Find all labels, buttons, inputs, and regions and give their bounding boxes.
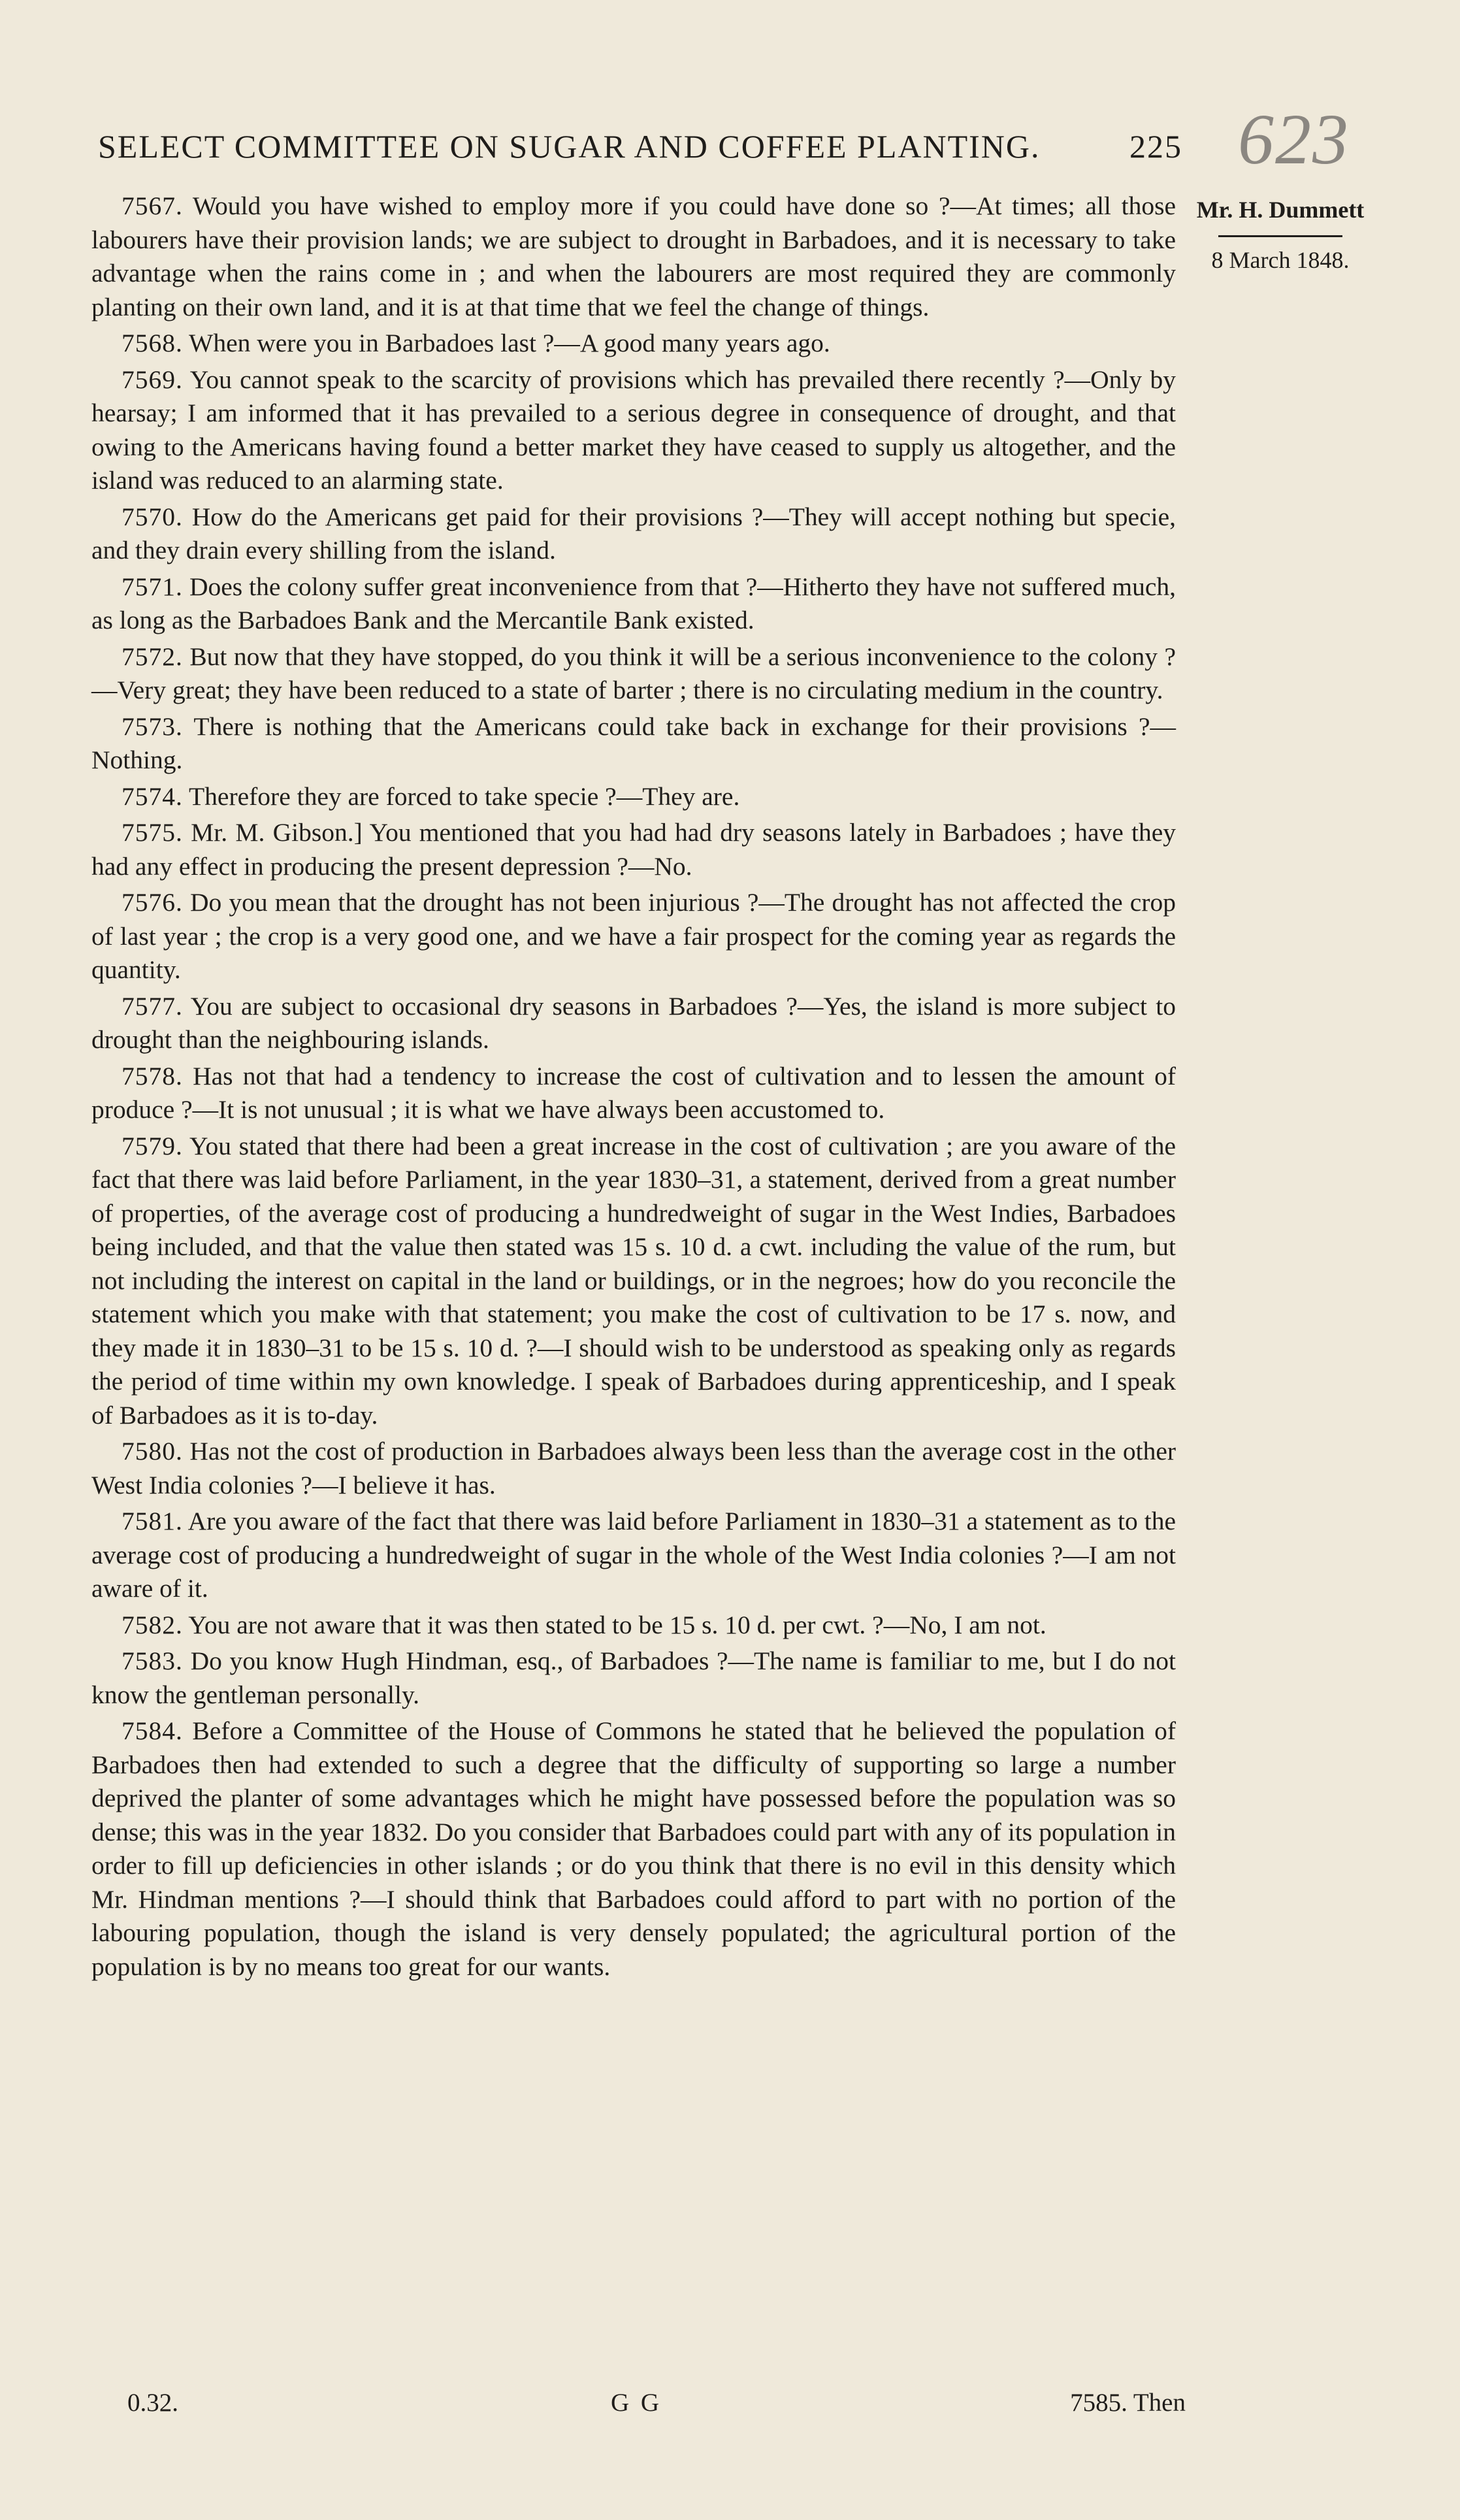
question-paragraph (91, 1505, 1176, 1606)
question-paragraph (91, 710, 1176, 777)
handwritten-folio-number: 623 (1238, 99, 1350, 179)
question-text: You are not aware that it was then stated to be 15 s. 10 d. per cwt. ?—No, I am not. (188, 1610, 1046, 1639)
margin-rule (1218, 235, 1342, 237)
question-paragraph (91, 1435, 1176, 1502)
question-paragraph (91, 990, 1176, 1057)
question-text: Do you know Hugh Hindman, esq., of Barbadoes ?—The name is familiar to me, but I do not know the gentleman personally. (91, 1646, 1176, 1709)
question-number: 7578. (122, 1061, 183, 1090)
question-number: 7575. (122, 818, 183, 847)
question-number: 7583. (122, 1646, 183, 1675)
question-text: Would you have wished to employ more if you could have done so ?—At times; all those labourers have their provision lands; we are subject to drought in Barbadoes, and it is necessary to take advantage when the rains come in ; and when the labourers are most required they are commonly planting on their own land, and it is at that time that we feel the change of things. (91, 191, 1176, 321)
signature-mark: G G (611, 2389, 662, 2417)
question-text: Has not that had a tendency to increase the cost of cultivation and to lessen the amount of produce ?—It is not unusual ; it is what we have always been accustomed to. (91, 1061, 1176, 1124)
question-paragraph (91, 1645, 1176, 1712)
question-text: Before a Committee of the House of Commons he stated that he believed the population of Barbadoes then had extended to such a degree that the difficulty of supporting so large a number deprived the planter of some advantages which he might have possessed before the population was so dense; this was in the year 1832. Do you consider that Barbadoes could part with any of its population in order to fill up deficiencies in other islands ; or do you think that there is no evil in this density which Mr. Hindman mentions ?—I should think that Barbadoes could afford to part with no portion of the labouring population, though the island is very densely populated; the agricultural portion of the population is by no means too great for our wants. (91, 1716, 1176, 1981)
question-number: 7573. (122, 712, 183, 741)
question-text: Does the colony suffer great inconvenience from that ?—Hitherto they have not suffered much, as long as the Barbadoes Bank and the Mercantile Bank existed. (91, 572, 1176, 634)
question-paragraph (91, 500, 1176, 568)
question-number: 7584. (122, 1716, 183, 1745)
question-number: 7568. (122, 329, 183, 357)
question-paragraph (91, 570, 1176, 638)
sessional-number: 0.32. (127, 2389, 178, 2417)
question-number: 7574. (122, 781, 183, 811)
question-paragraph (91, 640, 1176, 708)
question-number: 7572. (122, 642, 183, 671)
question-number: 7569. (122, 365, 183, 394)
question-text: You stated that there had been a great increase in the cost of cultivation ; are you aware of the fact that there was laid before Parliament, in the year 1830–31, a statement, derived from a great number of properties, of the average cost of producing a hundredweight of sugar in the West Indies, Barbadoes being included, and that the value then stated was 15 s. 10 d. a cwt. including the value of the rum, but not including the interest on capital in the land or buildings, or in the negroes; how do you reconcile the statement which you make with that statement; you make the cost of cultivation to be 17 s. now, and they made it in 1830–31 to be 15 s. 10 d. ?—I should wish to be understood as speaking only as regards the period of time within my own knowledge. I speak of Barbadoes during apprenticeship, and I speak of Barbadoes as it is to-day. (91, 1131, 1176, 1430)
question-paragraph (91, 1060, 1176, 1127)
witness-name: Mr. H. Dummett (1196, 197, 1365, 223)
question-number: 7576. (122, 888, 183, 917)
question-paragraph (91, 327, 1176, 361)
catchword: 7585. Then (1070, 2389, 1186, 2417)
running-head-title: SELECT COMMITTEE ON SUGAR AND COFFEE PLANTING. (98, 128, 1041, 165)
question-text: Mr. M. Gibson.] You mentioned that you had had dry seasons lately in Barbadoes ; have they had any effect in producing the present depression ?—No. (91, 818, 1176, 881)
question-number: 7580. (122, 1437, 183, 1465)
question-number: 7581. (122, 1507, 183, 1535)
question-text: But now that they have stopped, do you think it will be a serious inconvenience to the colony ?—Very great; they have been reduced to a state of barter ; there is no circulating medium in the country. (91, 642, 1176, 704)
question-number: 7567. (122, 191, 183, 220)
question-text: You cannot speak to the scarcity of provisions which has prevailed there recently ?—Only by hearsay; I am informed that it has prevailed to a serious degree in consequence of drought, and that owing to the Americans having found a better market they have ceased to supply us altogether, and the island was reduced to an alarming state. (91, 365, 1176, 495)
question-number: 7582. (122, 1610, 183, 1639)
question-number: 7571. (122, 572, 183, 601)
margin-note (1182, 196, 1378, 274)
question-text: You are subject to occasional dry seasons in Barbadoes ?—Yes, the island is more subject to drought than the neighbouring islands. (91, 991, 1176, 1054)
question-paragraph (91, 1609, 1176, 1643)
question-paragraph (91, 363, 1176, 498)
question-text: When were you in Barbadoes last ?—A good many years ago. (189, 329, 830, 357)
question-paragraph (91, 1130, 1176, 1433)
hearing-date: 8 March 1848. (1211, 247, 1350, 273)
question-number: 7579. (122, 1131, 183, 1160)
evidence-text (91, 189, 1176, 1986)
question-paragraph (91, 780, 1176, 814)
question-number: 7577. (122, 991, 183, 1021)
question-number: 7570. (122, 502, 183, 531)
question-paragraph (91, 816, 1176, 883)
question-text: Are you aware of the fact that there was laid before Parliament in 1830–31 a statement as to the average cost of producing a hundredweight of sugar in the whole of the West India colonies ?—I am not aware of it. (91, 1507, 1176, 1603)
running-head-page-number: 225 (1129, 128, 1182, 165)
running-head (98, 127, 1182, 165)
question-text: How do the Americans get paid for their provisions ?—They will accept nothing but specie, and they drain every shilling from the island. (91, 502, 1176, 565)
question-text: Therefore they are forced to take specie ?—They are. (189, 781, 740, 811)
question-paragraph (91, 189, 1176, 324)
question-text: Has not the cost of production in Barbadoes always been less than the average cost in the other West India colonies ?—I believe it has. (91, 1437, 1176, 1499)
question-text: Do you mean that the drought has not been injurious ?—The drought has not affected the crop of last year ; the crop is a very good one, and we have a fair prospect for the coming year as regards the quantity. (91, 888, 1176, 984)
question-paragraph (91, 1714, 1176, 1984)
question-paragraph (91, 886, 1176, 987)
question-text: There is nothing that the Americans could take back in exchange for their provisions ?—Nothing. (91, 712, 1176, 774)
